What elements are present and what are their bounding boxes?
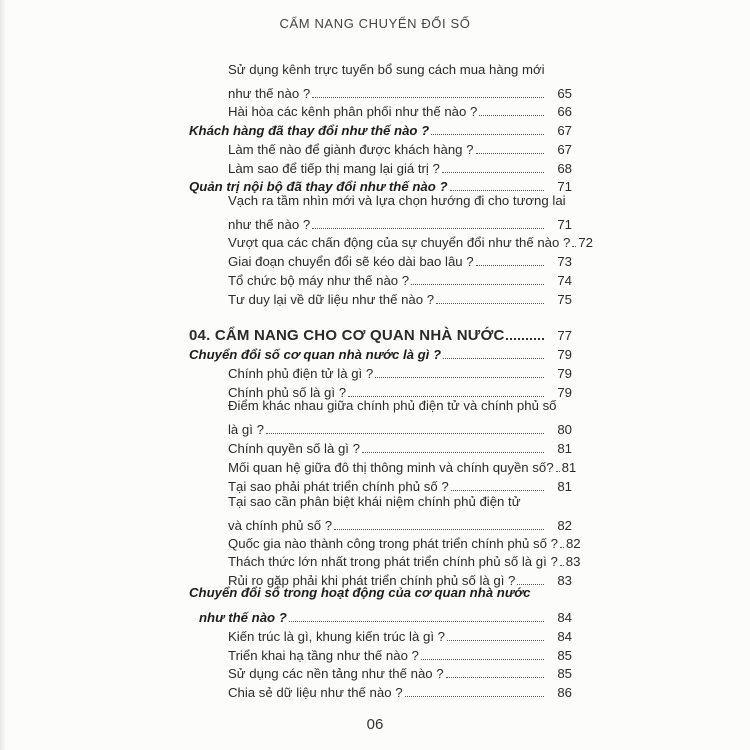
toc-entry: Chính phủ điện tử là gì ? 79 [228, 366, 572, 381]
toc-entry: như thế nào ? 65 [228, 86, 572, 101]
toc-entry: Chia sẻ dữ liệu như thế nào ? 86 [228, 685, 572, 700]
toc-entry: và chính phủ số ? 82 [228, 518, 572, 533]
toc-entry: Chính phủ số là gì ? 79 [228, 385, 572, 400]
toc-section: Quản trị nội bộ đã thay đổi như thế nào ? 71 [189, 179, 572, 194]
toc-section: Chuyển đổi số cơ quan nhà nước là gì ? 79 [189, 347, 572, 362]
toc-section: Chuyển đổi số trong hoạt động của cơ quan nhà nước [189, 585, 531, 600]
toc-entry: Tại sao cần phân biệt khái niệm chính phủ điện tử [228, 494, 521, 509]
toc-entry: Vạch ra tầm nhìn mới và lựa chọn hướng đi cho tương lai [228, 193, 566, 208]
toc-entry: Tổ chức bộ máy như thế nào ? 74 [228, 273, 572, 288]
toc-entry: Giai đoạn chuyển đổi sẽ kéo dài bao lâu ? 73 [228, 254, 572, 269]
toc-entry: Quốc gia nào thành công trong phát triển chính phủ số ? 82 [228, 536, 581, 551]
toc-entry: Tại sao phải phát triển chính phủ số ? 81 [228, 479, 572, 494]
running-header: CẨM NANG CHUYỂN ĐỔI SỐ [279, 16, 471, 31]
toc-entry: là gì ? 80 [228, 422, 572, 437]
toc-section: như thế nào ? 84 [199, 610, 572, 625]
toc-entry: như thế nào ? 71 [228, 217, 572, 232]
toc-entry: Vượt qua các chấn động của sự chuyển đổi như thế nào ? 72 [228, 235, 594, 250]
toc-entry: Thách thức lớn nhất trong phát triển chính phủ số là gì ? 83 [228, 554, 581, 569]
toc-entry: Làm sao để tiếp thị mang lại giá trị ? 68 [228, 161, 572, 176]
toc-entry: Rủi ro gặp phải khi phát triển chính phủ số là gì ? 83 [228, 573, 572, 588]
page-number: 06 [366, 716, 384, 733]
toc-entry: Làm thế nào để giành được khách hàng ? 67 [228, 142, 572, 157]
toc-chapter: 04. CẨM NANG CHO CƠ QUAN NHÀ NƯỚC 77 [189, 327, 572, 344]
toc-entry: Hài hòa các kênh phân phối như thế nào ? 66 [228, 104, 572, 119]
toc-section: Khách hàng đã thay đổi như thế nào ? 67 [189, 123, 572, 138]
toc-entry: Mối quan hệ giữa đô thị thông minh và chính quyền số? 81 [228, 460, 577, 475]
toc-entry: Sử dụng kênh trực tuyến bổ sung cách mua hàng mới [228, 62, 545, 77]
toc-entry: Sử dụng các nền tảng như thế nào ? 85 [228, 666, 572, 681]
toc-entry: Triển khai hạ tầng như thế nào ? 85 [228, 648, 572, 663]
toc-entry: Kiến trúc là gì, khung kiến trúc là gì ? 84 [228, 629, 572, 644]
toc-entry: Chính quyền số là gì ? 81 [228, 441, 572, 456]
toc-entry: Điểm khác nhau giữa chính phủ điện tử và chính phủ số [228, 398, 557, 413]
toc-entry: Tư duy lại về dữ liệu như thế nào ? 75 [228, 292, 572, 307]
